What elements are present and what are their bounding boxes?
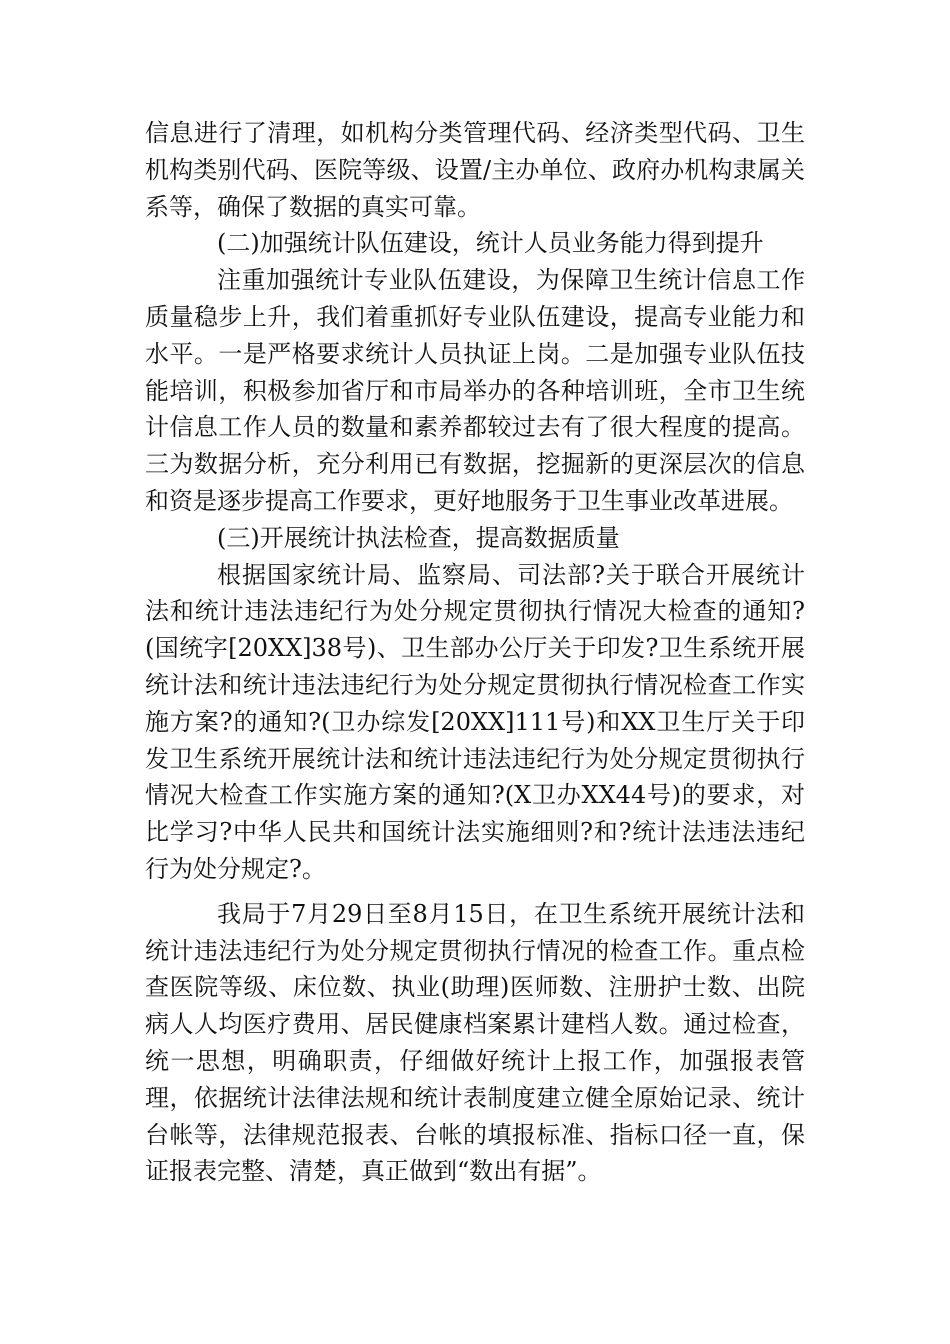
paragraph-inspection-basis: 根据国家统计局、监察局、司法部?关于联合开展统计法和统计违法违纪行为处分规定贯彻执行情况大检查的通知?(国统字[20XX]38号)、卫生部办公厅关于印发?卫生系统开展统计法和统计违法违纪行为处分规定贯彻执行情况检查工作实施方案?的通知?(卫办综发[20XX]111号)和XX卫生厅关于印发卫生系统开展统计法和统计违法违纪行为处分规定贯彻执行情况大检查工作实施方案的通知?(X卫办XX44号)的要求，对比学习?中华人民共和国统计法实施细则?和?统计法违法违纪行为处分规定?。 — [145, 560, 805, 883]
paragraph-team-building: 注重加强统计专业队伍建设，为保障卫生统计信息工作质量稳步上升，我们着重抓好专业队伍建设，提高专业能力和水平。一是严格要求统计人员执证上岗。二是加强专业队伍技能培训，积极参加省厅和市局举办的各种培训班，全市卫生统计信息工作人员的数量和素养都较过去有了很大程度的提高。三为数据分析，充分利用已有数据，挖掘新的更深层次的信息和资是逐步提高工作要求，更好地服务于卫生事业改革进展。 — [145, 266, 805, 515]
paragraph-intro: 信息进行了清理，如机构分类管理代码、经济类型代码、卫生机构类别代码、医院等级、设置/主办单位、政府办机构隶属关系等，确保了数据的真实可靠。 — [145, 119, 805, 221]
document-body — [145, 115, 805, 1190]
section-heading-2: (二)加强统计队伍建设，统计人员业务能力得到提升 — [217, 229, 764, 258]
paragraph-inspection-work: 我局于7月29日至8月15日，在卫生系统开展统计法和统计违法违纪行为处分规定贯彻执行情况的检查工作。重点检查医院等级、床位数、执业(助理)医师数、注册护士数、出院病人人均医疗费用、居民健康档案累计建档人数。通过检查，统一思想，明确职责，仔细做好统计上报工作，加强报表管理，依据统计法律法规和统计表制度建立健全原始记录、统计台帐等，法律规范报表、台帐的填报标准、指标口径一直，保证报表完整、清楚，真正做到“数出有据”。 — [145, 899, 805, 1186]
section-heading-3: (三)开展统计执法检查，提高数据质量 — [217, 523, 620, 552]
